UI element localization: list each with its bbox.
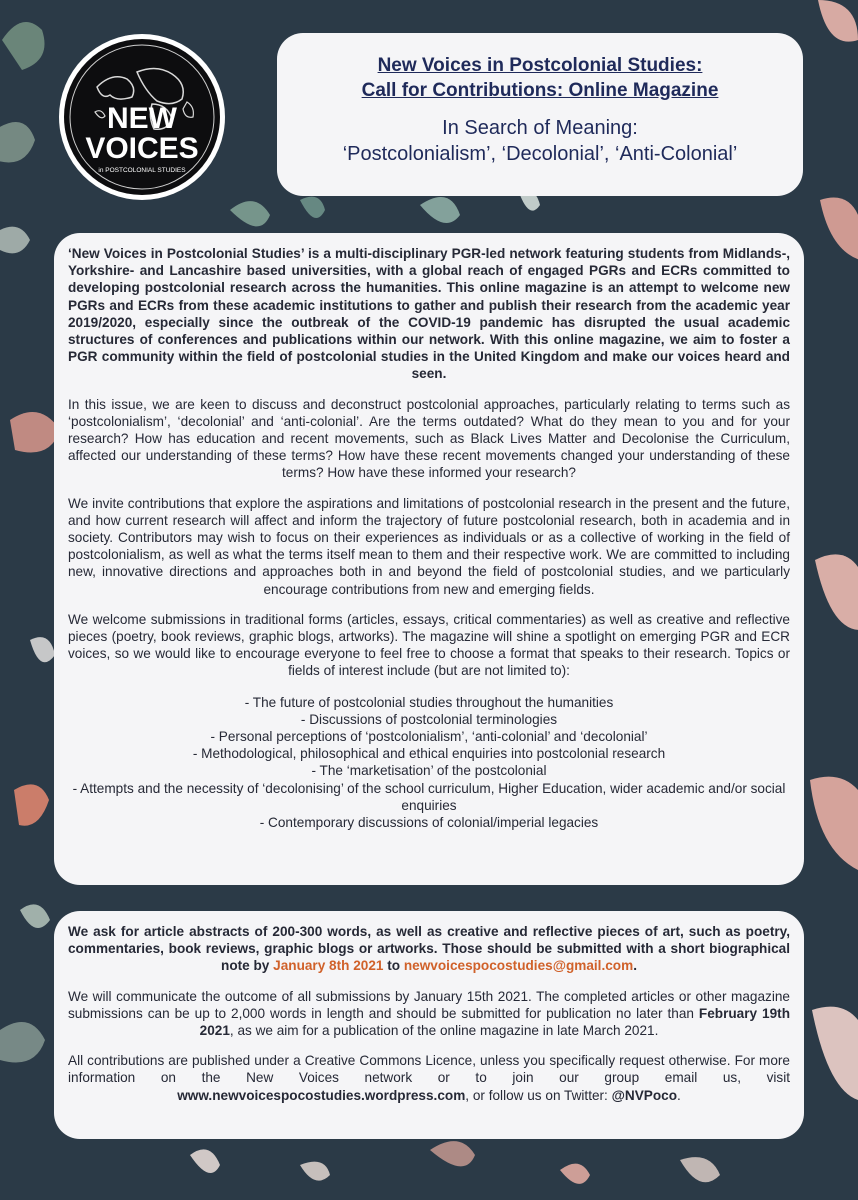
header-issue-subtitle: ‘Postcolonialism’, ‘Decolonial’, ‘Anti-Colonial’ (342, 143, 738, 165)
header-issue-title: In Search of Meaning: (442, 117, 638, 139)
end-period: . (677, 1087, 681, 1103)
list-item: - Personal perceptions of ‘postcolonialism’, ‘anti-colonial’ and ‘decolonial’ (210, 729, 648, 745)
submission-text: We ask for article abstracts of 200-300 words, as well as creative and reflective pieces of art, such as poetry, commentaries, book reviews, graphic blogs or artworks. Those should be submitted with a short biographical note by (68, 924, 790, 974)
outcome-paragraph (68, 988, 790, 1040)
header-network-title: New Voices in Postcolonial Studies: (377, 55, 703, 76)
header-card (277, 33, 803, 196)
period-text: . (633, 958, 637, 974)
list-item: - Methodological, philosophical and ethical enquiries into postcolonial research (192, 746, 666, 762)
to-text: to (387, 958, 401, 974)
logo-title-line1: NEW (107, 102, 177, 135)
licence-text: All contributions are published under a Creative Commons Licence, unless you specifically request otherwise. For more information on the New Voices network or to join our group email us, visit (68, 1053, 790, 1086)
issue-paragraph: In this issue, we are keen to discuss and deconstruct postcolonial approaches, particularly relating to terms such as ‘postcolonialism’, ‘decolonial’ and ‘anti-colonial’. Are the terms outdated? What do they mean to you and for your research? How has education and recent movements, such as Black Lives Matter and Decolonise the Curriculum, affected our understanding of these terms? How have these recent movements changed your understanding of these terms? How have these informed your research? (68, 396, 790, 481)
intro-paragraph: ‘New Voices in Postcolonial Studies’ is a multi-disciplinary PGR-led network featuring students from Midlands-, Yorkshire- and Lancashire based universities, with a global reach of engaged PGRs and ECRs committed to developing postcolonial research across the humanities. This online magazine is an attempt to welcome new PGRs and ECRs from these academic institutions to gather and publish their research from the academic year 2019/2020, especially since the outbreak of the COVID-19 pandemic has disrupted the usual academic structures of conferences and publications within our network. With this online magazine, we aim to foster a PGR community within the field of postcolonial studies in the United Kingdom and make our voices heard and seen. (68, 246, 790, 382)
welcome-paragraph: We welcome submissions in traditional forms (articles, essays, critical commentaries) as well as creative and reflective pieces (poetry, book reviews, graphic blogs, artworks). The magazine will shine a spotlight on emerging PGR and ECR voices, so we would like to encourage everyone to feel free to choose a format that speaks to their research. Topics or fields of interest include (but are not limited to): (68, 611, 790, 679)
new-voices-logo (57, 32, 227, 202)
invite-paragraph: We invite contributions that explore the aspirations and limitations of postcolonial research in the present and the future, and how current research will affect and inform the trajectory of future postcolonial research, both in academia and in society. Contributors may wish to focus on their experiences as individuals or as a collective of working in the field of postcolonialism, as well as what the terms itself mean to them and their respective work. We are committed to including new, innovative directions and approaches both in and beyond the field of postcolonial studies, and we particularly encourage contributions from new and emerging fields. (68, 495, 790, 597)
topics-list (68, 694, 790, 832)
list-item: - Discussions of postcolonial terminologies (300, 711, 558, 727)
website-link[interactable]: www.newvoicespocostudies.wordpress.com (177, 1087, 466, 1103)
logo-subtitle: in POSTCOLONIAL STUDIES (98, 167, 186, 174)
list-item: - The future of postcolonial studies throughout the humanities (244, 694, 614, 710)
footer-card (54, 911, 804, 1139)
list-item: - The ‘marketisation’ of the postcolonial (311, 763, 547, 779)
twitter-text: , or follow us on Twitter: (465, 1087, 608, 1103)
header-call-title: Call for Contributions: Online Magazine (361, 80, 719, 101)
licence-paragraph (68, 1052, 790, 1104)
list-item: - Contemporary discussions of colonial/imperial legacies (259, 815, 599, 831)
deadline-date: January 8th 2021 (273, 958, 384, 974)
final-date: February 19th 2021 (199, 1005, 790, 1039)
list-item: - Attempts and the necessity of ‘decolonising’ of the school curriculum, Higher Education, wider academic and/or social enquiries (72, 780, 786, 813)
twitter-handle-link[interactable]: @NVPoco (611, 1087, 677, 1103)
submission-paragraph (68, 923, 790, 975)
outcome-text: We will communicate the outcome of all submissions by January 15th 2021. The completed articles or other magazine submissions can be up to 2,000 words in length and should be submitted for publication no later than (68, 988, 790, 1021)
outcome-tail: , as we aim for a publication of the online magazine in late March 2021. (229, 1023, 659, 1039)
email-link[interactable]: newvoicespocostudies@gmail.com (403, 958, 634, 974)
main-card (54, 233, 804, 885)
logo-title-line2: VOICES (85, 132, 199, 165)
